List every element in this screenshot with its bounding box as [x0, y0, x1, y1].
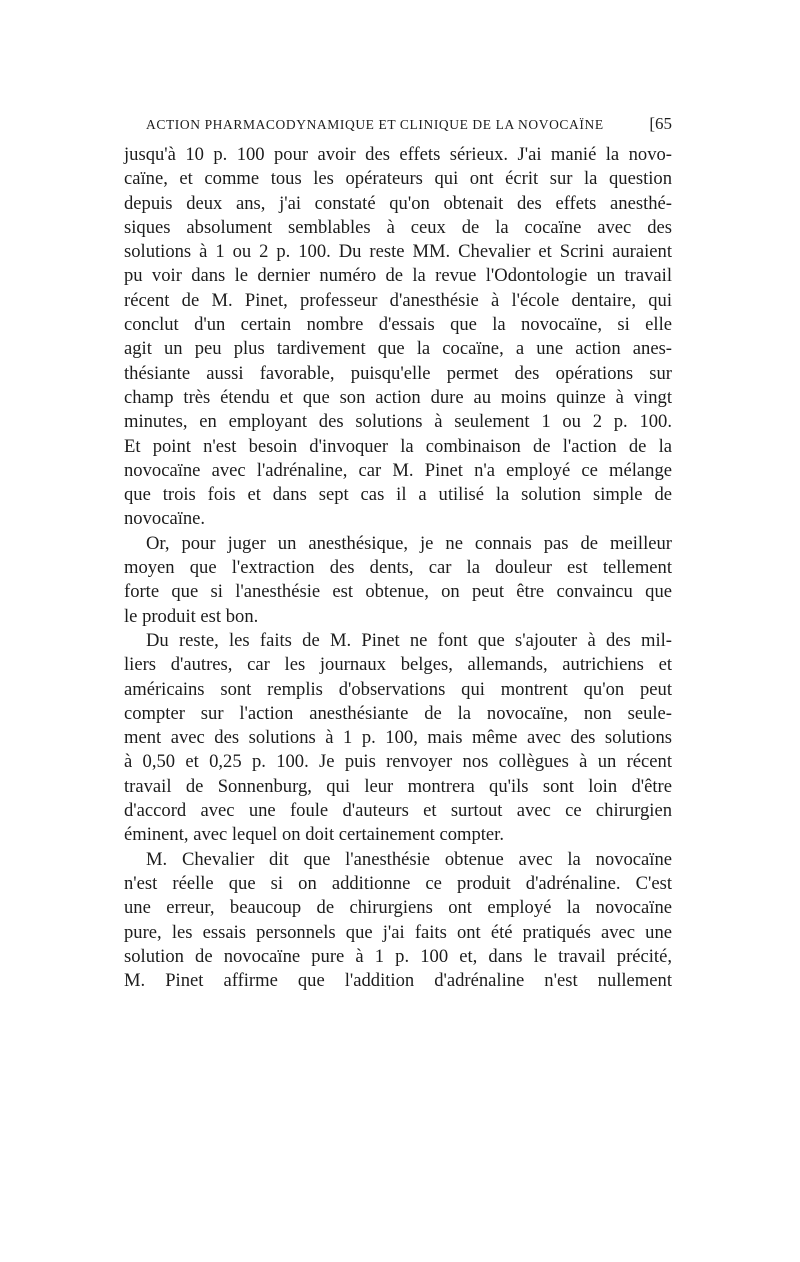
page-number: [65 [649, 114, 672, 133]
text-line: pu voir dans le dernier numéro de la revue l'Odontologie un travail [124, 265, 672, 287]
text-line: récent de M. Pinet, professeur d'anesthésie à l'école dentaire, qui [124, 289, 672, 311]
body-text [124, 143, 672, 993]
book-page [124, 114, 672, 993]
text-line: Du reste, les faits de M. Pinet ne font que s'ajouter à des mil- [146, 629, 672, 651]
text-line: ment avec des solutions à 1 p. 100, mais même avec des solutions [124, 727, 672, 749]
text-line: caïne, et comme tous les opérateurs qui ont écrit sur la question [124, 168, 672, 190]
text-line: M. Pinet affirme que l'addition d'adrénaline n'est nullement [124, 970, 672, 992]
text-line: forte que si l'anesthésie est obtenue, on peut être convaincu que [124, 581, 672, 603]
text-line: jusqu'à 10 p. 100 pour avoir des effets sérieux. J'ai manié la novo- [124, 144, 672, 165]
text-line: éminent, avec lequel on doit certainement compter. [124, 824, 504, 846]
text-line: à 0,50 et 0,25 p. 100. Je puis renvoyer nos collègues à un récent [124, 751, 672, 773]
running-title: ACTION PHARMACODYNAMIQUE ET CLINIQUE DE LA NOVOCAÏNE [146, 117, 604, 132]
text-line: une erreur, beaucoup de chirurgiens ont employé la novocaïne [124, 897, 672, 919]
text-line: M. Chevalier dit que l'anesthésie obtenue avec la novocaïne [146, 848, 672, 870]
text-line: américains sont remplis d'observations qui montrent qu'on peut [124, 678, 672, 700]
text-line: moyen que l'extraction des dents, car la douleur est tellement [124, 557, 672, 579]
text-line: novocaïne avec l'adrénaline, car M. Pinet n'a employé ce mélange [124, 459, 672, 481]
text-line: agit un peu plus tardivement que la cocaïne, a une action anes- [124, 338, 672, 360]
text-line: pure, les essais personnels que j'ai faits ont été pratiqués avec une [124, 921, 672, 943]
paragraph-1 [124, 143, 672, 532]
text-line: n'est réelle que si on additionne ce produit d'adrénaline. C'est [124, 872, 672, 894]
text-line: travail de Sonnenburg, qui leur montrera qu'ils sont loin d'être [124, 775, 672, 797]
text-line: champ très étendu et que son action dure au moins quinze à vingt [124, 386, 672, 408]
text-line: que trois fois et dans sept cas il a utilisé la solution simple de [124, 484, 672, 506]
paragraph-4 [124, 848, 672, 994]
text-line: siques absolument semblables à ceux de la cocaïne avec des [124, 216, 672, 238]
text-line: minutes, en employant des solutions à seulement 1 ou 2 p. 100. [124, 411, 672, 433]
text-line: conclut d'un certain nombre d'essais que la novocaïne, si elle [124, 314, 672, 336]
text-line: novocaïne. [124, 508, 206, 530]
text-line: depuis deux ans, j'ai constaté qu'on obtenait des effets anesthé- [124, 192, 672, 214]
running-head [146, 114, 672, 140]
text-line: le produit est bon. [124, 605, 259, 627]
text-line: compter sur l'action anesthésiante de la novocaïne, non seule- [124, 702, 672, 724]
paragraph-2 [124, 532, 672, 629]
text-line: Or, pour juger un anesthésique, je ne connais pas de meilleur [146, 532, 672, 554]
text-line: solution de novocaïne pure à 1 p. 100 et, dans le travail précité, [124, 945, 672, 967]
text-line: Et point n'est besoin d'invoquer la combinaison de l'action de la [124, 435, 672, 457]
paragraph-3 [124, 629, 672, 848]
text-line: thésiante aussi favorable, puisqu'elle permet des opérations sur [124, 362, 672, 384]
text-line: solutions à 1 ou 2 p. 100. Du reste MM. Chevalier et Scrini auraient [124, 241, 672, 263]
text-line: liers d'autres, car les journaux belges, allemands, autrichiens et [124, 654, 672, 676]
text-line: d'accord avec une foule d'auteurs et surtout avec ce chirurgien [124, 800, 672, 822]
